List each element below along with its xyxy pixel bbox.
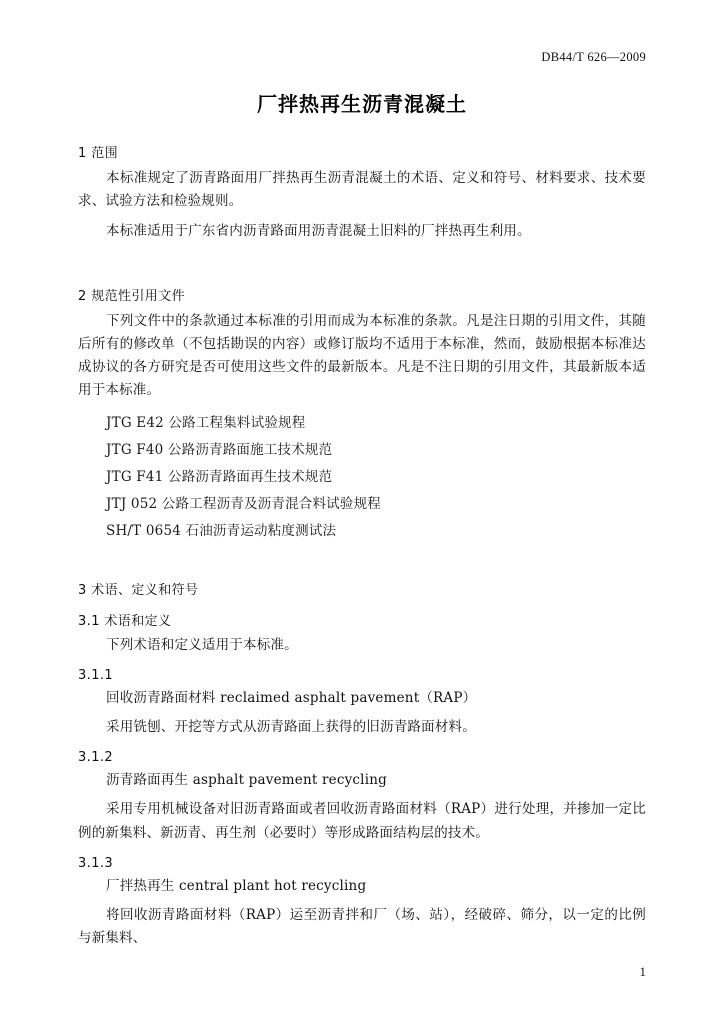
page-number: 1 <box>639 964 646 979</box>
term-definition-3-1-3: 将回收沥青路面材料（RAP）运至沥青拌和厂（场、站），经破碎、筛分，以一定的比例与新集料、 <box>78 907 646 947</box>
list-item: JTG E42 公路工程集料试验规程 <box>106 414 306 431</box>
term-number-3-1-2: 3.1.2 <box>78 750 114 766</box>
list-item: JTJ 052 公路工程沥青及沥青混合料试验规程 <box>106 495 381 512</box>
section-2-paragraph-1: 下列文件中的条款通过本标准的引用而成为本标准的条款。凡是注日期的引用文件，其随后所有的修改单（不包括勘误的内容）或修订版均不适用于本标准，然而，鼓励根据本标准达成协议的各方研究是否可使用这些文件的最新版本。凡是不注日期的引用文件，其最新版本适用于本标准。 <box>78 312 646 399</box>
term-name-3-1-2: 沥青路面再生 asphalt pavement recycling <box>106 772 387 789</box>
page-title: 厂拌热再生沥青混凝土 <box>257 92 467 116</box>
document-body <box>78 128 646 958</box>
section-1-paragraph-2: 本标准适用于广东省内沥青路面用沥青混凝土旧料的厂拌热再生利用。 <box>106 223 531 240</box>
section-heading-3: 3 术语、定义和符号 <box>78 582 199 598</box>
term-definition-3-1-1: 采用铣刨、开挖等方式从沥青路面上获得的旧沥青路面材料。 <box>106 718 476 735</box>
section-3-1-paragraph-1: 下列术语和定义适用于本标准。 <box>106 636 298 653</box>
section-1-paragraph-1: 本标准规定了沥青路面用厂拌热再生沥青混凝土的术语、定义和符号、材料要求、技术要求、试验方法和检验规则。 <box>78 170 646 210</box>
term-definition-3-1-2: 采用专用机械设备对旧沥青路面或者回收沥青路面材料（RAP）进行处理，并掺加一定比例的新集料、新沥青、再生剂（必要时）等形成路面结构层的技术。 <box>78 801 646 841</box>
term-number-3-1-1: 3.1.1 <box>78 667 114 683</box>
term-name-3-1-3: 厂拌热再生 central plant hot recycling <box>106 877 367 894</box>
standard-code: DB44/T 626—2009 <box>541 50 646 64</box>
normative-references-list <box>78 410 646 545</box>
section-spacer <box>78 251 646 271</box>
list-item: SH/T 0654 石油沥青运动粘度测试法 <box>106 522 337 539</box>
list-item: JTG F40 公路沥青路面施工技术规范 <box>106 441 333 458</box>
section-heading-1: 1 范围 <box>78 146 119 161</box>
section-heading-2: 2 规范性引用文件 <box>78 288 186 304</box>
list-item: JTG F41 公路沥青路面再生技术规范 <box>106 468 333 485</box>
section-spacer <box>78 545 646 565</box>
term-number-3-1-3: 3.1.3 <box>78 855 114 871</box>
term-name-3-1-1: 回收沥青路面材料 reclaimed asphalt pavement（RAP） <box>106 689 477 706</box>
section-heading-3-1: 3.1 术语和定义 <box>78 613 172 629</box>
